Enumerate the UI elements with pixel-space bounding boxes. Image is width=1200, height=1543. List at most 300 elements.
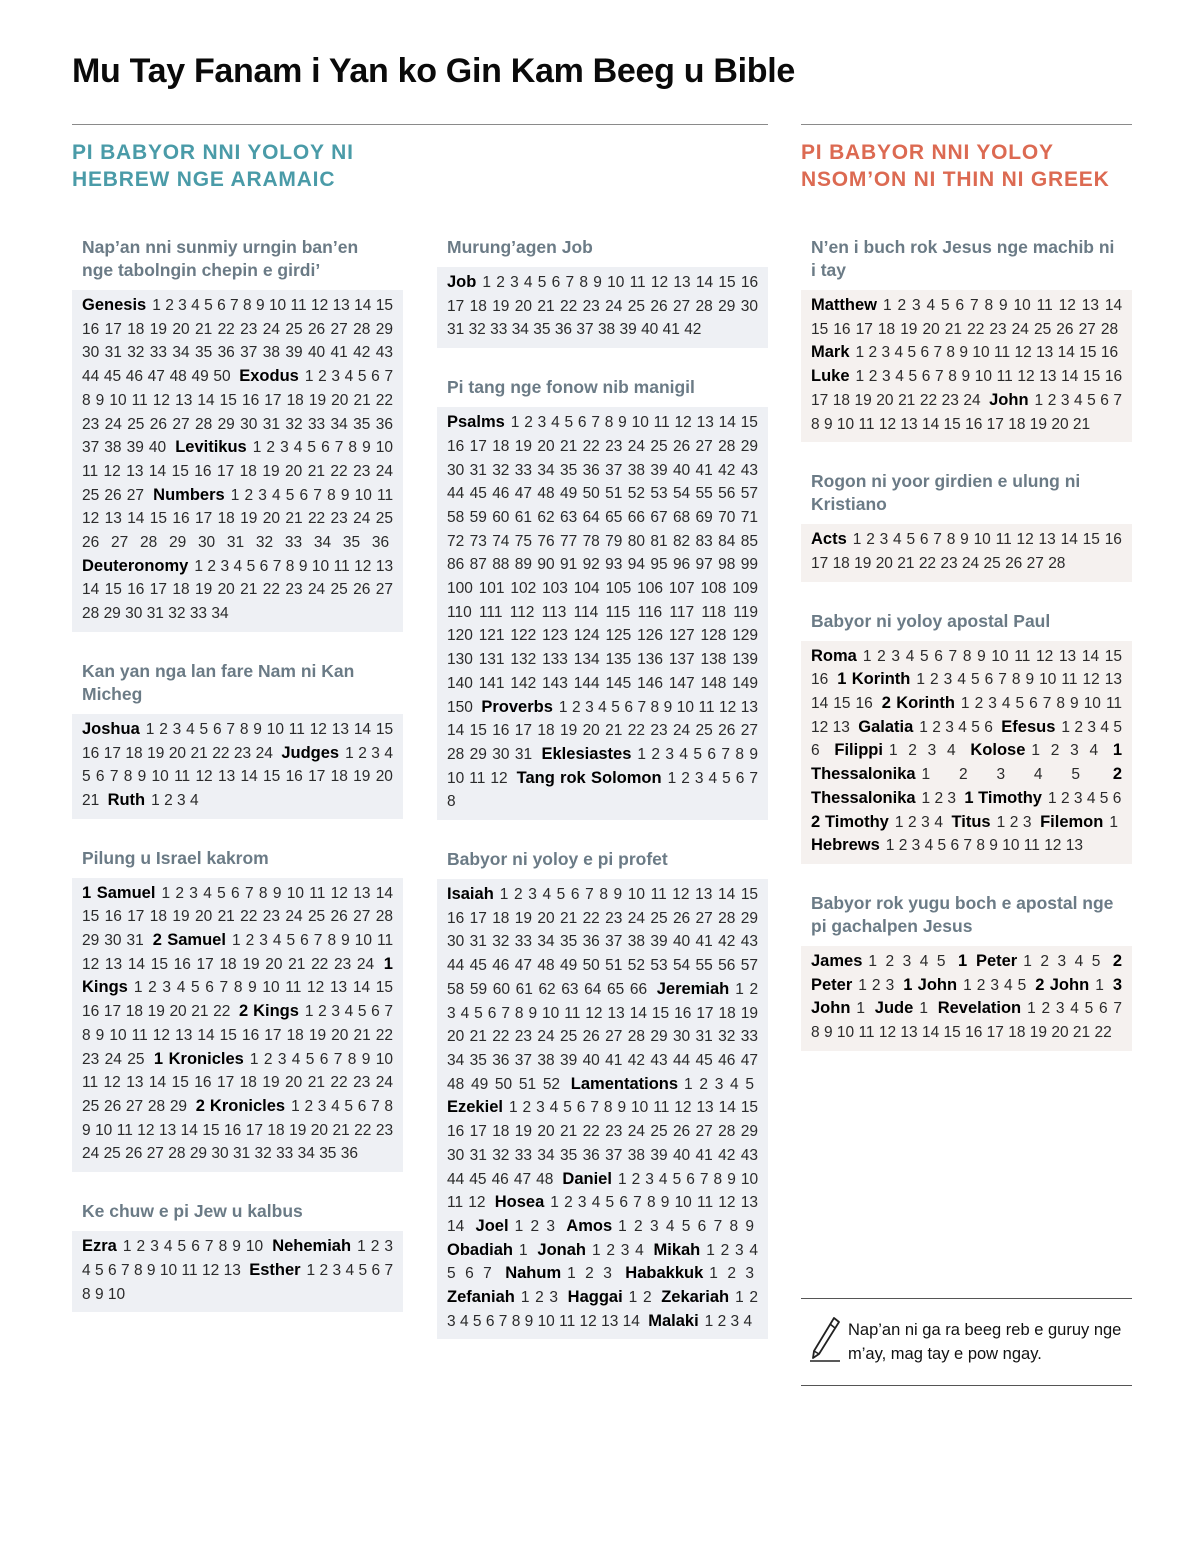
chapter-number: 27 — [695, 909, 713, 927]
chapter-number: 4 — [186, 720, 195, 738]
book-name: Joel — [475, 1216, 509, 1235]
chapter-number: 31 — [146, 605, 164, 623]
chapter-number: 3 — [331, 368, 340, 386]
book-name: 1 John — [903, 975, 958, 994]
chapter-number: 105 — [605, 580, 632, 598]
chapter-number: 34 — [297, 1145, 315, 1163]
chapter-number: 122 — [510, 627, 537, 645]
chapter-number: 9 — [361, 1050, 371, 1068]
chapter-number: 11 — [858, 1024, 875, 1042]
chapter-number: 7 — [1113, 1000, 1123, 1018]
chapter-number: 4 — [1100, 718, 1110, 736]
chapter-number: 19 — [1029, 415, 1048, 433]
chapter-number: 4 — [272, 486, 281, 504]
chapter-number: 4 — [233, 557, 243, 575]
book-nahum — [505, 1265, 621, 1282]
book-name: Revelation — [937, 999, 1022, 1018]
chapter-number: 150 — [447, 698, 473, 716]
chapter-number: 24 — [375, 1074, 394, 1092]
chapter-number: 2 — [148, 979, 157, 997]
chapter-number: 1 — [558, 698, 568, 716]
chapter-number: 11 — [1061, 671, 1078, 689]
chapter-number: 7 — [948, 647, 958, 665]
chapter-number: 21 — [285, 510, 303, 528]
chapter-number: 5 — [745, 1075, 754, 1093]
chapter-number: 63 — [561, 980, 579, 998]
chapter-number: 1 — [520, 1289, 530, 1307]
chapter-number: 120 — [447, 627, 473, 645]
chapter-number: 11 — [288, 720, 305, 738]
book-list — [72, 290, 403, 632]
book-name: Isaiah — [447, 885, 494, 904]
chapter-number: 9 — [1025, 671, 1035, 689]
chapter-number: 11 — [82, 1074, 99, 1092]
chapter-number: 20 — [168, 744, 187, 762]
chapter-number: 5 — [907, 344, 917, 362]
chapter-number: 7 — [498, 1312, 508, 1330]
chapter-number: 97 — [695, 556, 713, 574]
chapter-number: 22 — [330, 1074, 348, 1092]
book-name: 1 Kings — [82, 954, 393, 997]
chapter-number: 19 — [289, 1121, 307, 1139]
book-list — [801, 524, 1132, 581]
book-hebrews — [811, 837, 1083, 854]
chapter-number: 26 — [353, 581, 371, 599]
chapter-number: 37 — [605, 461, 623, 479]
chapter-number: 17 — [216, 1074, 235, 1092]
chapter-number: 22 — [213, 1003, 231, 1021]
chapter-number: 86 — [447, 556, 465, 574]
chapter-number: 21 — [307, 462, 325, 480]
chapter-number: 100 — [447, 580, 473, 598]
chapter-number: 8 — [447, 793, 456, 811]
chapter-number: 25 — [559, 1028, 578, 1046]
chapter-number: 33 — [189, 605, 208, 623]
book-2-timothy — [811, 814, 947, 831]
book-list — [72, 714, 403, 819]
chapter-number: 19 — [147, 744, 165, 762]
chapter-number: 1 — [706, 1241, 715, 1259]
chapter-number: 51 — [518, 1075, 537, 1093]
chapter-number: 43 — [740, 1146, 758, 1164]
chapter-number: 43 — [650, 1051, 668, 1069]
chapter-number: 9 — [823, 415, 833, 433]
chapter-number: 5 — [556, 886, 566, 904]
chapter-number: 6 — [487, 1004, 497, 1022]
chapter-number: 32 — [254, 1145, 272, 1163]
chapter-number: 31 — [447, 321, 465, 339]
chapter-number: 45 — [469, 485, 487, 503]
chapter-number: 19 — [308, 391, 327, 409]
category-title: N’en i buch rok Jesus nge machib ni i tay — [811, 237, 1115, 280]
chapter-number: 10 — [974, 368, 993, 386]
chapter-number: 17 — [264, 1026, 282, 1044]
chapter-number: 2 — [175, 884, 184, 902]
book-name: Mikah — [653, 1240, 701, 1259]
chapter-number: 29 — [650, 1028, 668, 1046]
book-name: Nehemiah — [272, 1237, 352, 1256]
hebrew-section-divider — [72, 124, 768, 125]
chapter-number: 38 — [627, 1146, 645, 1164]
chapter-number: 36 — [371, 534, 390, 552]
chapter-number: 3 — [280, 439, 289, 457]
chapter-number: 2 — [877, 647, 886, 665]
chapter-number: 1 — [122, 1238, 132, 1256]
chapter-number: 11 — [131, 391, 148, 409]
chapter-number: 1 — [519, 1241, 528, 1259]
chapter-number: 17 — [245, 1121, 263, 1139]
chapter-number: 53 — [650, 485, 668, 503]
chapter-number: 16 — [241, 1026, 260, 1044]
chapter-number: 2 — [934, 789, 944, 807]
chapter-number: 5 — [344, 1097, 354, 1115]
chapter-number: 4 — [272, 932, 282, 950]
chapter-number: 1 — [855, 368, 865, 386]
chapter-number: 13 — [695, 886, 713, 904]
chapter-number: 6 — [231, 884, 240, 902]
chapter-number: 13 — [104, 955, 123, 973]
chapter-number: 39 — [285, 344, 303, 362]
chapter-number: 6 — [300, 932, 309, 950]
chapter-number: 18 — [877, 320, 896, 338]
chapter-number: 7 — [244, 884, 254, 902]
chapter-number: 11 — [376, 486, 394, 504]
chapter-number: 29 — [169, 1097, 188, 1115]
chapter-number: 14 — [811, 695, 829, 713]
chapter-number: 2 — [631, 1170, 641, 1188]
chapter-number: 4 — [523, 274, 533, 291]
chapter-number: 6 — [955, 297, 965, 314]
chapter-number: 4 — [934, 813, 943, 831]
book-james — [811, 953, 954, 970]
chapter-number: 12 — [579, 1312, 597, 1330]
chapter-number: 89 — [514, 556, 533, 574]
chapter-number: 56 — [718, 957, 736, 975]
chapter-number: 13 — [696, 1099, 714, 1117]
chapter-number: 36 — [554, 321, 573, 339]
book-name: Zekariah — [661, 1288, 730, 1307]
chapter-number: 66 — [627, 508, 645, 526]
chapter-number: 19 — [308, 1026, 327, 1044]
chapter-number: 19 — [353, 768, 371, 786]
chapter-number: 18 — [149, 908, 168, 926]
chapter-number: 19 — [240, 510, 258, 528]
chapter-number: 3 — [735, 1241, 744, 1259]
chapter-number: 24 — [537, 1028, 555, 1046]
chapter-number: 3 — [645, 1170, 654, 1188]
chapter-number: 15 — [219, 391, 237, 409]
chapter-number: 5 — [906, 531, 916, 549]
chapter-number: 3 — [745, 1265, 755, 1283]
chapter-number: 18 — [832, 554, 850, 572]
chapter-number: 46 — [718, 1051, 736, 1069]
chapter-number: 4 — [551, 414, 560, 432]
category-title: Babyor rok yugu boch e apostal nge pi gachalpen Jesus — [811, 892, 1114, 936]
book-deuteronomy — [82, 558, 393, 622]
chapter-number: 108 — [700, 580, 727, 598]
chapter-number: 73 — [469, 532, 487, 550]
chapter-number: 7 — [109, 768, 119, 786]
chapter-number: 60 — [492, 980, 510, 998]
chapter-number: 5 — [537, 274, 547, 291]
chapter-number: 19 — [514, 909, 533, 927]
chapter-number: 75 — [514, 532, 533, 550]
book-name: Joshua — [82, 719, 140, 738]
chapter-number: 22 — [967, 320, 985, 338]
chapter-number: 13 — [673, 274, 691, 291]
chapter-number: 34 — [537, 933, 555, 951]
chapter-number: 10 — [627, 886, 645, 904]
chapter-number: 12 — [82, 955, 100, 973]
chapter-number: 20 — [262, 510, 280, 528]
chapter-number: 8 — [579, 274, 588, 291]
chapter-number: 10 — [537, 1312, 555, 1330]
chapter-number: 15 — [740, 1099, 759, 1117]
chapter-number: 2 — [1040, 952, 1049, 970]
chapter-number: 23 — [353, 462, 371, 480]
chapter-number: 5 — [307, 439, 317, 457]
chapter-number: 9 — [146, 1261, 156, 1279]
chapter-number: 4 — [542, 886, 552, 904]
chapter-number: 8 — [243, 297, 252, 314]
chapter-number: 21 — [469, 1028, 487, 1046]
chapter-number: 42 — [718, 933, 736, 951]
chapter-number: 8 — [976, 837, 985, 855]
book-name: Luke — [811, 367, 850, 386]
chapter-number: 36 — [582, 1146, 600, 1164]
chapter-number: 17 — [103, 744, 121, 762]
chapter-number: 2 — [908, 813, 917, 831]
category-pilung-u-israel-kakrom — [72, 847, 403, 1172]
chapter-number: 3 — [620, 1241, 630, 1259]
chapter-number: 1 — [1061, 718, 1071, 736]
chapter-number: 9 — [341, 932, 350, 950]
chapter-number: 10 — [607, 274, 625, 291]
chapter-number: 2 — [606, 1241, 615, 1259]
chapter-number: 28 — [627, 1028, 645, 1046]
chapter-number: 19 — [740, 1004, 758, 1022]
chapter-number: 38 — [627, 461, 645, 479]
chapter-number: 8 — [82, 1285, 91, 1303]
chapter-number: 40 — [582, 1051, 600, 1069]
note-top-divider — [801, 1298, 1132, 1299]
chapter-number: 66 — [629, 980, 648, 998]
chapter-number: 5 — [1071, 766, 1080, 784]
chapter-number: 13 — [329, 979, 348, 997]
chapter-number: 88 — [492, 556, 510, 574]
chapter-number: 90 — [537, 556, 555, 574]
book-lamentations — [571, 1076, 754, 1093]
chapter-number: 31 — [226, 534, 245, 552]
category-rogon-ni-yoor-girdien-e-ulung-ni-kristia — [801, 470, 1132, 581]
chapter-number: 21 — [194, 320, 213, 338]
chapter-number: 21 — [190, 744, 208, 762]
chapter-number: 13 — [223, 1261, 241, 1279]
chapter-number: 24 — [605, 297, 623, 315]
chapter-number: 8 — [811, 1024, 820, 1042]
chapter-number: 28 — [1048, 554, 1066, 572]
chapter-number: 8 — [948, 368, 957, 386]
chapter-number: 17 — [855, 320, 873, 338]
chapter-number: 16 — [1100, 344, 1119, 362]
chapter-number: 1 — [357, 1238, 366, 1256]
chapter-number: 35 — [194, 344, 213, 362]
book-name: 1 Samuel — [82, 883, 156, 902]
chapter-number: 5 — [285, 486, 295, 504]
chapter-number: 5 — [941, 297, 950, 314]
chapter-number: 29 — [82, 932, 100, 950]
chapter-number: 34 — [511, 321, 529, 339]
chapter-number: 15 — [1082, 531, 1100, 549]
chapter-number: 10 — [972, 344, 990, 362]
chapter-number: 6 — [619, 1194, 628, 1212]
book-name: Haggai — [567, 1288, 623, 1307]
chapter-number: 2 — [1074, 718, 1084, 736]
chapter-number: 82 — [672, 532, 691, 550]
chapter-number: 23 — [233, 744, 252, 762]
chapter-number: 4 — [924, 837, 934, 855]
chapter-number: 14 — [921, 1024, 940, 1042]
chapter-number: 20 — [169, 1003, 187, 1021]
chapter-number: 40 — [672, 1146, 691, 1164]
chapter-number: 68 — [672, 508, 691, 526]
book-name: 2 Thessalonika — [811, 765, 1122, 807]
chapter-number: 7 — [699, 1170, 709, 1188]
chapter-number: 13 — [332, 297, 350, 314]
chapter-number: 130 — [447, 651, 473, 669]
chapter-number: 112 — [509, 603, 535, 621]
chapter-number: 22 — [582, 437, 600, 455]
book-name: Jonah — [537, 1240, 586, 1259]
category-title: Murung’agen Job — [447, 237, 593, 257]
chapter-number: 26 — [1056, 320, 1074, 338]
chapter-number: 1 — [667, 769, 677, 787]
chapter-number: 9 — [660, 1194, 670, 1212]
chapter-number: 1 — [306, 1261, 316, 1279]
chapter-number: 1 — [628, 1289, 638, 1307]
chapter-number: 1 — [151, 791, 160, 809]
chapter-number: 12 — [1082, 671, 1100, 689]
chapter-number: 34 — [537, 1146, 555, 1164]
chapter-number: 12 — [878, 1024, 897, 1042]
chapter-number: 13 — [1065, 837, 1083, 855]
chapter-number: 2 — [207, 557, 217, 575]
chapter-number: 7 — [204, 1238, 214, 1256]
chapter-number: 20 — [537, 1123, 555, 1141]
chapter-number: 7 — [633, 1194, 642, 1212]
chapter-number: 33 — [740, 1028, 758, 1046]
chapter-number: 24 — [255, 744, 273, 762]
chapter-number: 34 — [313, 534, 332, 552]
chapter-number: 8 — [239, 720, 249, 738]
chapter-number: 57 — [740, 957, 758, 975]
chapter-number: 28 — [718, 437, 736, 455]
chapter-number: 4 — [176, 979, 186, 997]
chapter-number: 16 — [241, 391, 260, 409]
chapter-number: 72 — [447, 532, 465, 550]
chapter-number: 23 — [262, 908, 280, 926]
chapter-number: 17 — [811, 391, 829, 409]
chapter-number: 26 — [650, 297, 668, 315]
chapter-number: 4 — [293, 439, 303, 457]
chapter-number: 91 — [559, 556, 578, 574]
chapter-number: 41 — [662, 321, 680, 339]
greek-section-heading-text: PI BABYOR NNI YOLOY NSOM’ON NI THIN NI GREEK — [801, 141, 1110, 191]
book-name: Hosea — [494, 1193, 545, 1212]
book-1-peter — [958, 953, 1109, 970]
chapter-number: 16 — [82, 1003, 100, 1021]
chapter-number: 16 — [172, 510, 190, 528]
chapter-number: 149 — [732, 674, 759, 692]
chapter-number: 10 — [1083, 695, 1101, 713]
chapter-number: 3 — [1057, 952, 1067, 970]
chapter-number: 7 — [749, 769, 758, 787]
chapter-number: 39 — [559, 1051, 578, 1069]
chapter-number: 4 — [730, 1075, 739, 1093]
chapter-number: 17 — [469, 909, 487, 927]
chapter-number: 7 — [230, 297, 239, 314]
chapter-number: 65 — [607, 980, 625, 998]
book-name: Job — [447, 273, 477, 291]
book-name: Ruth — [107, 790, 146, 809]
chapter-number: 20 — [194, 908, 213, 926]
chapter-number: 1 — [858, 976, 867, 994]
chapter-number: 3 — [258, 486, 267, 504]
chapter-number: 12 — [811, 718, 829, 736]
chapter-number: 6 — [95, 768, 105, 786]
chapter-number: 22 — [307, 510, 326, 528]
chapter-number: 19 — [149, 320, 168, 338]
chapter-number: 16 — [674, 1004, 692, 1022]
chapter-number: 17 — [469, 1123, 487, 1141]
chapter-number: 15 — [104, 581, 122, 599]
chapter-number: 8 — [82, 391, 91, 409]
chapter-number: 50 — [494, 1075, 513, 1093]
chapter-number: 7 — [935, 368, 944, 386]
chapter-number: 7 — [483, 1265, 492, 1283]
chapter-number: 7 — [590, 1099, 599, 1117]
chapter-number: 13 — [175, 391, 193, 409]
chapter-number: 26 — [672, 1123, 691, 1141]
chapter-number: 2 — [1050, 742, 1060, 760]
chapter-number: 9 — [613, 886, 623, 904]
chapter-number: 12 — [718, 1194, 736, 1212]
chapter-number: 45 — [469, 1170, 487, 1188]
chapter-number: 2 — [868, 368, 878, 386]
chapter-number: 4 — [1073, 391, 1083, 409]
chapter-number: 5 — [936, 952, 946, 970]
chapter-number: 5 — [474, 1004, 483, 1022]
chapter-number: 2 — [642, 1289, 652, 1307]
chapter-number: 6 — [811, 742, 820, 760]
chapter-number: 128 — [700, 627, 727, 645]
chapter-number: 24 — [356, 955, 375, 973]
chapter-number: 4 — [203, 884, 212, 902]
chapter-number: 49 — [559, 485, 578, 503]
chapter-number: 1 — [637, 745, 647, 763]
chapter-number: 1 — [684, 1075, 693, 1093]
chapter-number: 30 — [240, 415, 258, 433]
chapter-number: 14 — [718, 414, 736, 432]
chapter-number: 29 — [375, 320, 393, 338]
chapter-number: 1 — [482, 274, 491, 291]
chapter-number: 16 — [285, 768, 303, 786]
book-name: Galatia — [858, 717, 914, 736]
chapter-number: 10 — [354, 486, 372, 504]
chapter-number: 16 — [1104, 531, 1122, 549]
chapter-number: 11 — [1105, 695, 1123, 713]
chapter-number: 12 — [1058, 297, 1076, 314]
